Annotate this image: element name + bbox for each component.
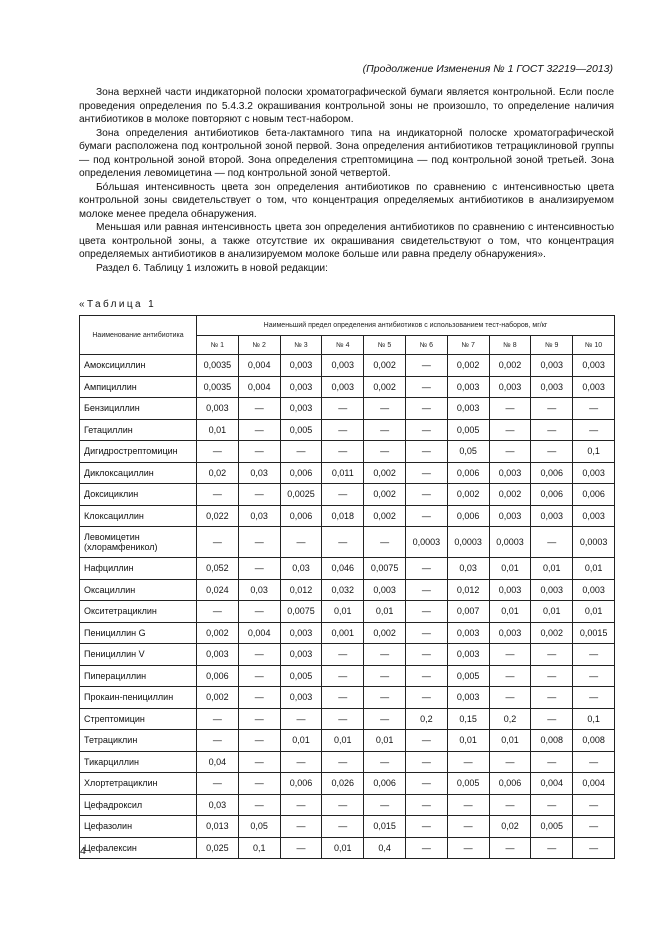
limit-value: —: [322, 527, 364, 558]
column-header-name: Наименование антибиотика: [80, 316, 197, 355]
antibiotic-name: Оксациллин: [80, 579, 197, 601]
limit-value: 0,002: [364, 462, 406, 484]
limit-value: 0,006: [197, 665, 239, 687]
limit-value: 0,004: [238, 622, 280, 644]
limit-value: —: [280, 751, 322, 773]
limit-value: 0,002: [531, 622, 573, 644]
limit-value: 0,0003: [489, 527, 531, 558]
limit-value: 0,003: [447, 644, 489, 666]
limit-value: —: [405, 419, 447, 441]
limit-value: 0,003: [197, 644, 239, 666]
limit-value: —: [489, 751, 531, 773]
table-row: [80, 558, 615, 580]
limit-value: —: [322, 665, 364, 687]
limit-value: 0,003: [447, 622, 489, 644]
limit-value: 0,1: [573, 441, 615, 463]
table-row: [80, 665, 615, 687]
limit-value: —: [489, 419, 531, 441]
kit-header: № 5: [364, 336, 406, 355]
limit-value: 0,003: [489, 462, 531, 484]
paragraph: Зона верхней части индикаторной полоски хроматографической бумаги является контрольной. Если после проведения определения по 5.4.3.2 окрашивания контрольной зоны не произошло, то определение наличия антибиотиков в молоке повторяют с новым тест-набором.: [79, 87, 614, 125]
limit-value: 0,05: [447, 441, 489, 463]
limit-value: 0,003: [280, 355, 322, 377]
limit-value: 0,01: [573, 558, 615, 580]
limit-value: 0,005: [280, 419, 322, 441]
limit-value: 0,03: [447, 558, 489, 580]
limit-value: —: [197, 484, 239, 506]
kit-header: № 10: [573, 336, 615, 355]
limit-value: 0,05: [238, 816, 280, 838]
limit-value: —: [447, 794, 489, 816]
limit-value: —: [280, 441, 322, 463]
table-caption: «Таблица 1: [79, 299, 157, 310]
limit-value: 0,006: [364, 773, 406, 795]
limit-value: 0,003: [447, 687, 489, 709]
limit-value: —: [322, 398, 364, 420]
limit-value: —: [405, 816, 447, 838]
limit-value: 0,026: [322, 773, 364, 795]
antibiotics-table: [79, 315, 615, 859]
body-text: [79, 86, 614, 275]
limit-value: 0,002: [364, 622, 406, 644]
limit-value: —: [531, 751, 573, 773]
table-row: [80, 751, 615, 773]
limit-value: 0,01: [322, 730, 364, 752]
kit-header: № 4: [322, 336, 364, 355]
table-row: [80, 837, 615, 859]
limit-value: —: [238, 441, 280, 463]
limit-value: 0,01: [364, 601, 406, 623]
limit-value: —: [405, 837, 447, 859]
table-row: [80, 355, 615, 377]
limit-value: 0,01: [489, 558, 531, 580]
limit-value: 0,006: [447, 462, 489, 484]
limit-value: 0,03: [238, 505, 280, 527]
limit-value: 0,03: [238, 462, 280, 484]
limit-value: 0,01: [364, 730, 406, 752]
limit-value: —: [280, 708, 322, 730]
limit-value: 0,01: [447, 730, 489, 752]
limit-value: —: [364, 398, 406, 420]
limit-value: —: [280, 816, 322, 838]
limit-value: 0,006: [489, 773, 531, 795]
limit-value: 0,024: [197, 579, 239, 601]
limit-value: 0,03: [238, 579, 280, 601]
limit-value: 0,003: [573, 355, 615, 377]
limit-value: —: [405, 558, 447, 580]
limit-value: 0,013: [197, 816, 239, 838]
limit-value: 0,1: [573, 708, 615, 730]
limit-value: 0,008: [573, 730, 615, 752]
limit-value: 0,1: [238, 837, 280, 859]
limit-value: 0,0025: [280, 484, 322, 506]
table-row: [80, 484, 615, 506]
limit-value: —: [280, 837, 322, 859]
limit-value: —: [405, 579, 447, 601]
limit-value: 0,004: [238, 376, 280, 398]
limit-value: 0,4: [364, 837, 406, 859]
limit-value: —: [447, 816, 489, 838]
table-row: [80, 794, 615, 816]
table-row: [80, 730, 615, 752]
limit-value: 0,01: [489, 730, 531, 752]
limit-value: —: [238, 751, 280, 773]
limit-value: —: [238, 687, 280, 709]
limit-value: 0,003: [573, 505, 615, 527]
limit-value: 0,01: [322, 837, 364, 859]
column-group-header: Наименьший предел определения антибиотиков с использованием тест-наборов, мг/кг: [197, 316, 615, 336]
limit-value: —: [489, 837, 531, 859]
limit-value: —: [238, 484, 280, 506]
limit-value: —: [238, 708, 280, 730]
limit-value: 0,003: [531, 505, 573, 527]
limit-value: —: [489, 794, 531, 816]
limit-value: 0,003: [447, 398, 489, 420]
limit-value: —: [238, 773, 280, 795]
limit-value: 0,002: [197, 622, 239, 644]
limit-value: 0,0003: [447, 527, 489, 558]
antibiotic-name: Ампициллин: [80, 376, 197, 398]
limit-value: —: [322, 484, 364, 506]
limit-value: 0,003: [280, 622, 322, 644]
limit-value: 0,006: [280, 505, 322, 527]
antibiotic-name: Прокаин-пенициллин: [80, 687, 197, 709]
antibiotic-name: Цефадроксил: [80, 794, 197, 816]
limit-value: 0,01: [322, 601, 364, 623]
limit-value: —: [405, 665, 447, 687]
limit-value: 0,2: [489, 708, 531, 730]
limit-value: —: [531, 837, 573, 859]
antibiotic-name: Нафциллин: [80, 558, 197, 580]
limit-value: 0,002: [364, 355, 406, 377]
limit-value: 0,01: [531, 558, 573, 580]
limit-value: —: [197, 601, 239, 623]
limit-value: —: [489, 441, 531, 463]
limit-value: 0,003: [531, 355, 573, 377]
limit-value: 0,003: [364, 579, 406, 601]
antibiotic-name: Стрептомицин: [80, 708, 197, 730]
limit-value: 0,0003: [405, 527, 447, 558]
limit-value: 0,052: [197, 558, 239, 580]
limit-value: —: [197, 441, 239, 463]
limit-value: 0,001: [322, 622, 364, 644]
table-row: [80, 505, 615, 527]
antibiotic-name: Гетациллин: [80, 419, 197, 441]
limit-value: —: [405, 462, 447, 484]
limit-value: —: [405, 484, 447, 506]
limit-value: —: [197, 773, 239, 795]
limit-value: —: [531, 794, 573, 816]
limit-value: 0,005: [447, 773, 489, 795]
limit-value: —: [405, 622, 447, 644]
limit-value: 0,002: [447, 484, 489, 506]
kit-header: № 3: [280, 336, 322, 355]
table-row: [80, 816, 615, 838]
limit-value: 0,003: [322, 355, 364, 377]
limit-value: 0,002: [489, 355, 531, 377]
limit-value: 0,003: [280, 398, 322, 420]
table-row: [80, 527, 615, 558]
limit-value: —: [322, 441, 364, 463]
limit-value: —: [531, 708, 573, 730]
antibiotic-name: Цефалексин: [80, 837, 197, 859]
paragraph: Раздел 6. Таблицу 1 изложить в новой редакции:: [96, 262, 328, 274]
limit-value: —: [573, 816, 615, 838]
limit-value: 0,003: [573, 376, 615, 398]
limit-value: 0,003: [280, 376, 322, 398]
limit-value: 0,02: [489, 816, 531, 838]
limit-value: 0,011: [322, 462, 364, 484]
paragraph: Бо́льшая интенсивность цвета зон определения антибиотиков по сравнению с интенсивностью цвета контрольной зоны свидетельствует о том, что концентрация определяемых антибиотиков в анализируемом молоке менее предела обнаружения.: [79, 181, 614, 220]
kit-header: № 7: [447, 336, 489, 355]
limit-value: —: [405, 687, 447, 709]
table-row: [80, 441, 615, 463]
limit-value: —: [489, 687, 531, 709]
limit-value: —: [238, 601, 280, 623]
limit-value: 0,003: [573, 579, 615, 601]
limit-value: 0,007: [447, 601, 489, 623]
limit-value: —: [573, 687, 615, 709]
table-row: [80, 579, 615, 601]
page-number: 4: [80, 845, 86, 857]
limit-value: 0,004: [531, 773, 573, 795]
limit-value: 0,03: [280, 558, 322, 580]
paragraph: Зона определения антибиотиков бета-лактамного типа на индикаторной полоске хроматографической бумаги расположена под контрольной зоной первой. Зона определения антибиотиков тетрациклиновой группы — под контрольной зоной второй. Зона определения стрептомицина — под контрольной зоной третьей. Зона определения левомицетина — под контрольной зоной четвертой.: [79, 127, 614, 179]
limit-value: 0,0015: [573, 622, 615, 644]
limit-value: —: [531, 644, 573, 666]
limit-value: 0,002: [197, 687, 239, 709]
limit-value: —: [364, 441, 406, 463]
limit-value: —: [364, 419, 406, 441]
limit-value: 0,003: [531, 579, 573, 601]
limit-value: 0,003: [280, 644, 322, 666]
limit-value: 0,003: [489, 376, 531, 398]
limit-value: 0,01: [197, 419, 239, 441]
table-row: [80, 398, 615, 420]
limit-value: 0,0035: [197, 355, 239, 377]
limit-value: 0,006: [280, 462, 322, 484]
limit-value: 0,005: [531, 816, 573, 838]
limit-value: —: [364, 527, 406, 558]
limit-value: —: [573, 644, 615, 666]
limit-value: 0,003: [280, 687, 322, 709]
antibiotic-name: Клоксациллин: [80, 505, 197, 527]
antibiotic-name: Хлортетрациклин: [80, 773, 197, 795]
limit-value: —: [197, 527, 239, 558]
antibiotic-name: Бензициллин: [80, 398, 197, 420]
paragraph: Меньшая или равная интенсивность цвета зон определения антибиотиков по сравнению с интенсивностью цвета контрольной зоны, а также отсутствие их окрашивания свидетельствуют о том, что концентрация определяемых антибиотиков в анализируемом молоке больше или равна пределу обнаружения».: [79, 222, 614, 260]
limit-value: —: [573, 398, 615, 420]
limit-value: —: [531, 398, 573, 420]
limit-value: —: [280, 794, 322, 816]
antibiotic-name: Цефазолин: [80, 816, 197, 838]
limit-value: —: [322, 419, 364, 441]
limit-value: 0,002: [364, 484, 406, 506]
limit-value: 0,0075: [280, 601, 322, 623]
limit-value: 0,004: [573, 773, 615, 795]
limit-value: 0,2: [405, 708, 447, 730]
table-row: [80, 687, 615, 709]
limit-value: 0,002: [489, 484, 531, 506]
limit-value: 0,003: [573, 462, 615, 484]
limit-value: 0,01: [489, 601, 531, 623]
limit-value: —: [573, 751, 615, 773]
limit-value: —: [238, 558, 280, 580]
limit-value: —: [238, 730, 280, 752]
table-row: [80, 462, 615, 484]
page-header: (Продолжение Изменения № 1 ГОСТ 32219—2013): [362, 63, 613, 75]
limit-value: 0,003: [322, 376, 364, 398]
limit-value: —: [238, 794, 280, 816]
limit-value: —: [238, 398, 280, 420]
kit-header: № 9: [531, 336, 573, 355]
antibiotic-name: Пенициллин V: [80, 644, 197, 666]
limit-value: —: [531, 441, 573, 463]
limit-value: —: [322, 708, 364, 730]
limit-value: —: [238, 665, 280, 687]
limit-value: —: [531, 527, 573, 558]
antibiotic-name: Тикарциллин: [80, 751, 197, 773]
limit-value: —: [364, 708, 406, 730]
limit-value: 0,01: [531, 601, 573, 623]
limit-value: —: [322, 816, 364, 838]
antibiotic-name: Тетрациклин: [80, 730, 197, 752]
limit-value: —: [405, 794, 447, 816]
limit-value: —: [364, 794, 406, 816]
limit-value: —: [238, 527, 280, 558]
limit-value: 0,0075: [364, 558, 406, 580]
limit-value: —: [405, 355, 447, 377]
limit-value: 0,025: [197, 837, 239, 859]
limit-value: —: [489, 665, 531, 687]
limit-value: —: [573, 419, 615, 441]
antibiotic-name: Амоксициллин: [80, 355, 197, 377]
limit-value: 0,002: [364, 376, 406, 398]
limit-value: 0,0003: [573, 527, 615, 558]
limit-value: 0,04: [197, 751, 239, 773]
limit-value: 0,015: [364, 816, 406, 838]
antibiotic-name: Левомицетин (хлорамфеникол): [80, 527, 197, 558]
limit-value: 0,006: [531, 462, 573, 484]
limit-value: 0,006: [447, 505, 489, 527]
limit-value: 0,006: [280, 773, 322, 795]
antibiotic-name: Диклоксациллин: [80, 462, 197, 484]
kit-header: № 2: [238, 336, 280, 355]
antibiotic-name: Доксициклин: [80, 484, 197, 506]
limit-value: 0,006: [531, 484, 573, 506]
limit-value: 0,01: [573, 601, 615, 623]
limit-value: 0,15: [447, 708, 489, 730]
limit-value: 0,012: [447, 579, 489, 601]
limit-value: 0,002: [447, 355, 489, 377]
limit-value: 0,005: [447, 665, 489, 687]
limit-value: 0,002: [364, 505, 406, 527]
limit-value: —: [405, 441, 447, 463]
limit-value: 0,012: [280, 579, 322, 601]
table-row: [80, 622, 615, 644]
limit-value: —: [405, 601, 447, 623]
limit-value: —: [531, 687, 573, 709]
table-row: [80, 644, 615, 666]
antibiotic-name: Пенициллин G: [80, 622, 197, 644]
limit-value: —: [364, 687, 406, 709]
limit-value: —: [364, 665, 406, 687]
limit-value: 0,003: [489, 579, 531, 601]
limit-value: 0,01: [280, 730, 322, 752]
table-row: [80, 419, 615, 441]
limit-value: —: [197, 730, 239, 752]
limit-value: 0,003: [447, 376, 489, 398]
antibiotic-name: Окситетрациклин: [80, 601, 197, 623]
limit-value: 0,005: [280, 665, 322, 687]
limit-value: 0,008: [531, 730, 573, 752]
limit-value: —: [573, 665, 615, 687]
limit-value: —: [322, 687, 364, 709]
table-row: [80, 376, 615, 398]
limit-value: —: [238, 419, 280, 441]
limit-value: —: [447, 837, 489, 859]
limit-value: —: [405, 644, 447, 666]
limit-value: —: [531, 419, 573, 441]
limit-value: —: [573, 837, 615, 859]
limit-value: —: [238, 644, 280, 666]
limit-value: —: [197, 708, 239, 730]
limit-value: —: [405, 773, 447, 795]
kit-header: № 8: [489, 336, 531, 355]
limit-value: 0,03: [197, 794, 239, 816]
limit-value: —: [364, 644, 406, 666]
kit-header: № 1: [197, 336, 239, 355]
limit-value: 0,018: [322, 505, 364, 527]
limit-value: 0,003: [531, 376, 573, 398]
limit-value: —: [405, 398, 447, 420]
limit-value: —: [489, 644, 531, 666]
limit-value: —: [280, 527, 322, 558]
limit-value: —: [405, 376, 447, 398]
limit-value: 0,003: [489, 505, 531, 527]
limit-value: —: [447, 751, 489, 773]
table-row: [80, 601, 615, 623]
limit-value: 0,003: [197, 398, 239, 420]
limit-value: 0,004: [238, 355, 280, 377]
limit-value: 0,02: [197, 462, 239, 484]
table-row: [80, 773, 615, 795]
limit-value: 0,003: [489, 622, 531, 644]
limit-value: —: [322, 794, 364, 816]
limit-value: —: [573, 794, 615, 816]
limit-value: —: [405, 505, 447, 527]
limit-value: —: [322, 644, 364, 666]
table-row: [80, 708, 615, 730]
antibiotic-name: Пиперациллин: [80, 665, 197, 687]
limit-value: 0,046: [322, 558, 364, 580]
limit-value: —: [322, 751, 364, 773]
limit-value: 0,032: [322, 579, 364, 601]
antibiotic-name: Дигидрострептомицин: [80, 441, 197, 463]
kit-header: № 6: [405, 336, 447, 355]
limit-value: 0,005: [447, 419, 489, 441]
limit-value: —: [405, 730, 447, 752]
limit-value: —: [405, 751, 447, 773]
limit-value: —: [489, 398, 531, 420]
limit-value: 0,022: [197, 505, 239, 527]
limit-value: 0,0035: [197, 376, 239, 398]
limit-value: —: [531, 665, 573, 687]
limit-value: 0,006: [573, 484, 615, 506]
limit-value: —: [364, 751, 406, 773]
